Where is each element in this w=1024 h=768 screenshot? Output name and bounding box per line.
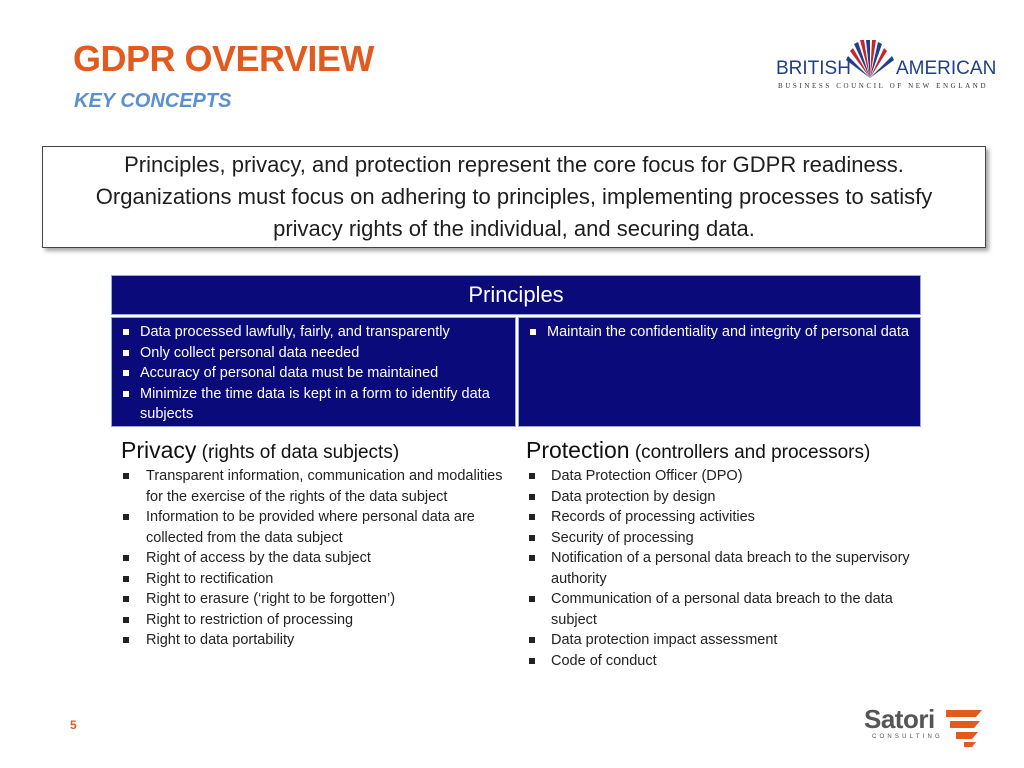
- principles-right-column: [518, 317, 921, 427]
- principles-item: Data processed lawfully, fairly, and transparently: [120, 322, 507, 343]
- principles-header: [111, 275, 921, 315]
- privacy-title: Privacy: [121, 437, 197, 463]
- protection-item: Data Protection Officer (DPO): [526, 466, 926, 487]
- protection-title: Protection: [526, 437, 630, 463]
- principles-title: Principles: [468, 282, 564, 307]
- bab-logo-tagline: BUSINESS COUNCIL OF NEW ENGLAND: [778, 82, 989, 90]
- bab-logo-right-word: AMERICAN: [896, 58, 996, 79]
- principles-item: Only collect personal data needed: [120, 343, 507, 364]
- privacy-subtitle: (rights of data subjects): [196, 442, 400, 463]
- principles-item: Accuracy of personal data must be maintained: [120, 363, 507, 384]
- privacy-item: Transparent information, communication and modalities for the exercise of the rights of the data subject: [121, 466, 506, 507]
- privacy-item: Right to data portability: [121, 630, 506, 651]
- satori-logo-word: Satori: [864, 704, 935, 734]
- protection-item: Notification of a personal data breach to the supervisory authority: [526, 548, 926, 589]
- satori-logo-subtitle: CONSULTING: [872, 734, 943, 740]
- protection-heading: [526, 437, 926, 464]
- protection-subtitle: (controllers and processors): [629, 442, 871, 463]
- british-american-business-council-logo: [774, 38, 996, 94]
- privacy-heading: [121, 437, 506, 464]
- page-number: 5: [70, 718, 77, 732]
- privacy-item: Right to rectification: [121, 569, 506, 590]
- privacy-item: Right of access by the data subject: [121, 548, 506, 569]
- principles-left-column: [111, 317, 516, 427]
- summary-callout: [42, 146, 986, 248]
- bab-fan-emblem: [846, 40, 894, 78]
- principles-item: Minimize the time data is kept in a form to identify data subjects: [120, 384, 507, 425]
- privacy-item: Right to erasure (‘right to be forgotten’): [121, 589, 506, 610]
- privacy-section: [121, 437, 506, 651]
- privacy-item: Right to restriction of processing: [121, 610, 506, 631]
- protection-item: Code of conduct: [526, 651, 926, 672]
- slide-subtitle: KEY CONCEPTS: [74, 90, 232, 112]
- privacy-item: Information to be provided where personal data are collected from the data subject: [121, 507, 506, 548]
- slide-title: GDPR OVERVIEW: [73, 38, 374, 79]
- protection-item: Communication of a personal data breach to the data subject: [526, 589, 926, 630]
- protection-item: Records of processing activities: [526, 507, 926, 528]
- summary-text: Principles, privacy, and protection represent the core focus for GDPR readiness. Organizations must focus on adhering to principles, implementing processes to satisfy privacy rights of the individual, and securing data.: [95, 152, 933, 241]
- protection-item: Security of processing: [526, 528, 926, 549]
- protection-item: Data protection by design: [526, 487, 926, 508]
- satori-consulting-logo: [862, 706, 988, 750]
- bab-logo-left-word: BRITISH: [776, 58, 851, 79]
- satori-stripes-icon: [942, 708, 986, 748]
- protection-item: Data protection impact assessment: [526, 630, 926, 651]
- principles-body: [111, 317, 921, 427]
- bab-logo-mark: [774, 38, 996, 82]
- principles-item: Maintain the confidentiality and integrity of personal data: [527, 322, 912, 343]
- protection-section: [526, 437, 926, 671]
